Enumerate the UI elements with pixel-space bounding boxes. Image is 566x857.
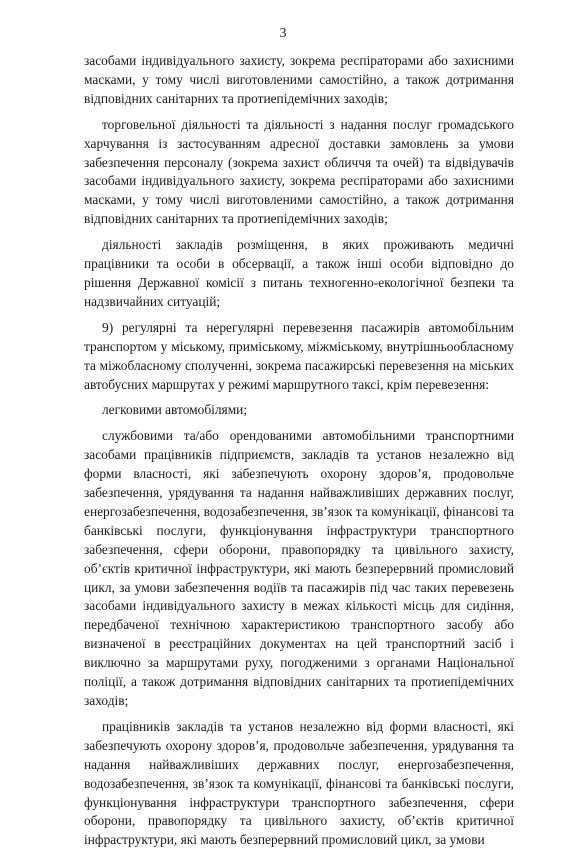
paragraph-accommodation: діяльності закладів розміщення, в яких проживають медичні працівники та особи в обсервації, а також інші особи відповідно до рішення Державної комісії з питань техногенно-екологічної безпеки та надзвичайних ситуацій; xyxy=(84,237,514,309)
paragraph-workers-institutions: працівників закладів та установ незалежно від форми власності, які забезпечують охорону здоров’я, продовольче забезпечення, урядування та надання найважливіших державних послуг, енергозабезпечення, водозабезпечення, зв’язок та комунікації, фінансові та банківські послуги, функціонування інфраструктури транспортного забезпечення, сфери оборони, правопорядку та цивільного захисту, об’єктів критичної інфраструктури, які мають безперервний промисловий цикл, за умови xyxy=(84,718,514,848)
paragraph-item-9-transport: 9) регулярні та нерегулярні перевезення пасажирів автомобільним транспортом у міському, приміському, міжміському, внутрішньообласному та міжобласному сполученні, зокрема пасажирські перевезення на міських автобусних маршрутах у режимі маршрутного таксі, крім перевезення: xyxy=(84,319,514,392)
page-number: 3 xyxy=(279,26,287,41)
paragraph-passenger-cars: легковими автомобілями; xyxy=(102,402,248,418)
document-body xyxy=(84,52,514,857)
paragraph-trade-catering: торговельної діяльності та діяльності з надання послуг громадського харчування із застосуванням адресної доставки замовлень за умови забезпечення персоналу (зокрема захист обличчя та очей) та відвідувачів засобами індивідуального захисту, зокрема респіраторами або захисними масками, у тому числі виготовленими самостійно, а також дотримання відповідних санітарних та протиепідемічних заходів; xyxy=(84,116,514,227)
paragraph-service-vehicles: службовими та/або орендованими автомобільними транспортними засобами працівників підприємств, закладів та установ незалежно від форми власності, які забезпечують охорону здоров’я, продовольче забезпечення, урядування та надання найважливіших державних послуг, енергозабезпечення, водозабезпечення, зв’язок та комунікації, фінансові та банківські послуги, функціонування інфраструктури транспортного забезпечення, сфери оборони, правопорядку та цивільного захисту, об’єктів критичної інфраструктури, які мають безперервний промисловий цикл, за умови забезпечення водіїв та пасажирів під час таких перевезень засобами індивідуального захисту в межах кількості місць для сидіння, передбаченої технічною характеристикою транспортного засобу або визначеної в реєстраційних документах на цей транспортний засіб і виключно за маршрутами руху, погодженими з органами Національної поліції, а також дотримання відповідних санітарних та протиепідемічних заходів; xyxy=(84,428,514,708)
paragraph-continuation-ppe: засобами індивідуального захисту, зокрема респіраторами або захисними масками, у тому числі виготовленими самостійно, а також дотримання відповідних санітарних та протиепідемічних заходів; xyxy=(84,53,514,106)
